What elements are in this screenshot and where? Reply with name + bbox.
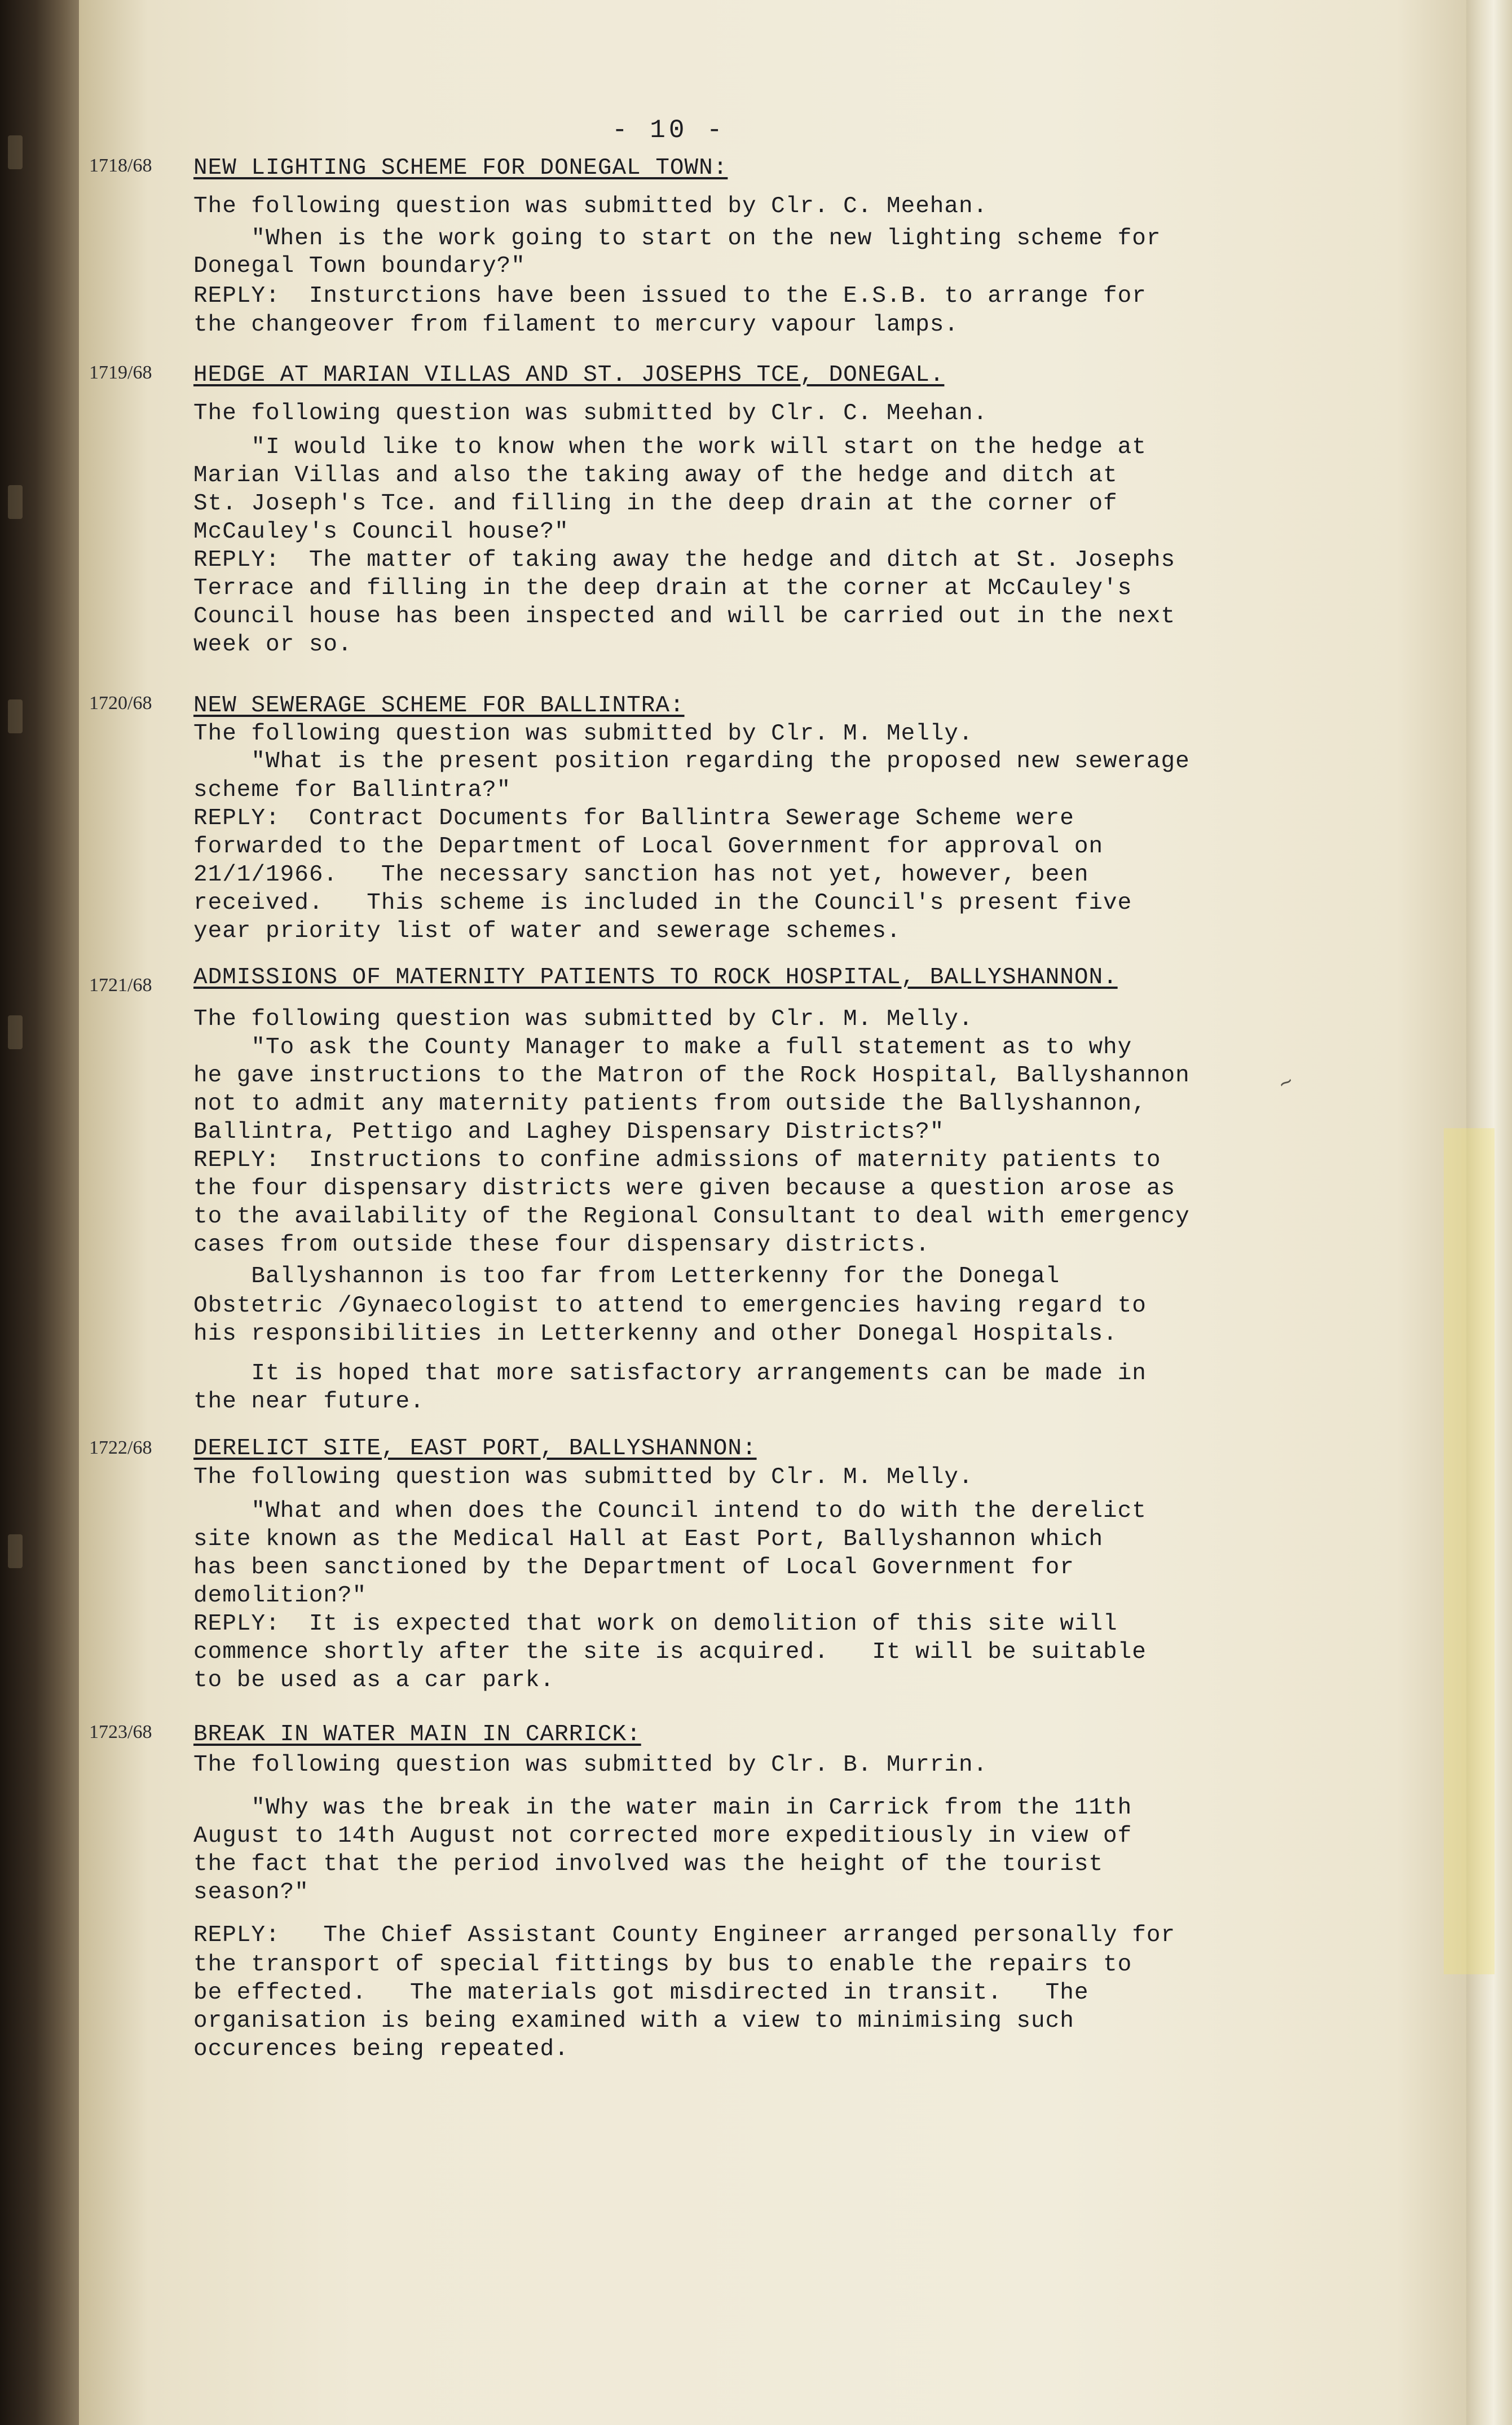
item-number: 1722/68 xyxy=(89,1437,152,1458)
item-heading: BREAK IN WATER MAIN IN CARRICK: xyxy=(193,1722,641,1748)
book-binding xyxy=(0,0,79,2425)
text-line: "What and when does the Council intend to do with the derelict xyxy=(193,1498,1147,1524)
text-line: The following question was submitted by Clr. C. Meehan. xyxy=(193,193,988,219)
item-number: 1721/68 xyxy=(89,975,152,996)
item-number: 1718/68 xyxy=(89,155,152,176)
text-line: not to admit any maternity patients from outside the Ballyshannon, xyxy=(193,1091,1147,1117)
binding-mark xyxy=(8,485,23,519)
text-line: Marian Villas and also the taking away of the hedge and ditch at xyxy=(193,463,1118,488)
text-line: The following question was submitted by Clr. C. Meehan. xyxy=(193,401,988,426)
text-line: the four dispensary districts were given because a question arose as xyxy=(193,1176,1176,1202)
text-line: be effected. The materials got misdirected in transit. The xyxy=(193,1980,1089,2006)
item-heading: DERELICT SITE, EAST PORT, BALLYSHANNON: xyxy=(193,1436,757,1462)
text-line: the transport of special fittings by bus to enable the repairs to xyxy=(193,1952,1132,1978)
text-line: Obstetric /Gynaecologist to attend to emergencies having regard to xyxy=(193,1293,1147,1319)
text-line: McCauley's Council house?" xyxy=(193,519,569,545)
text-line: season?" xyxy=(193,1880,309,1905)
binding-mark xyxy=(8,135,23,169)
text-line: forwarded to the Department of Local Government for approval on xyxy=(193,834,1104,860)
text-line: The following question was submitted by Clr. M. Melly. xyxy=(193,721,973,747)
binding-mark xyxy=(8,1534,23,1568)
text-line: the near future. xyxy=(193,1389,425,1415)
text-line: commence shortly after the site is acquired. It will be suitable xyxy=(193,1639,1147,1665)
page-number: - 10 - xyxy=(612,116,726,145)
text-line: REPLY: Instructions to confine admissions of maternity patients to xyxy=(193,1147,1161,1173)
text-line: The following question was submitted by Clr. M. Melly. xyxy=(193,1006,973,1032)
text-line: Council house has been inspected and will be carried out in the next xyxy=(193,604,1176,630)
text-line: August to 14th August not corrected more expeditiously in view of xyxy=(193,1823,1132,1849)
text-line: The following question was submitted by Clr. B. Murrin. xyxy=(193,1752,988,1778)
text-line: the fact that the period involved was the height of the tourist xyxy=(193,1851,1104,1877)
text-line: he gave instructions to the Matron of the Rock Hospital, Ballyshannon xyxy=(193,1063,1190,1089)
text-line: St. Joseph's Tce. and filling in the deep drain at the corner of xyxy=(193,491,1118,517)
text-line: cases from outside these four dispensary districts. xyxy=(193,1232,930,1258)
text-line: site known as the Medical Hall at East Port, Ballyshannon which xyxy=(193,1526,1104,1552)
text-line: week or so. xyxy=(193,632,352,658)
item-number: 1720/68 xyxy=(89,693,152,714)
text-line: the changeover from filament to mercury vapour lamps. xyxy=(193,312,959,338)
text-line: scheme for Ballintra?" xyxy=(193,777,512,803)
text-line: received. This scheme is included in the Council's present five xyxy=(193,890,1132,916)
text-line: has been sanctioned by the Department of Local Government for xyxy=(193,1555,1074,1581)
text-line: REPLY: It is expected that work on demolition of this site will xyxy=(193,1611,1118,1637)
item-heading: NEW SEWERAGE SCHEME FOR BALLINTRA: xyxy=(193,693,685,719)
text-line: 21/1/1966. The necessary sanction has not yet, however, been xyxy=(193,862,1089,888)
text-line: Ballintra, Pettigo and Laghey Dispensary Districts?" xyxy=(193,1119,945,1145)
text-line: Terrace and filling in the deep drain at the corner at McCauley's xyxy=(193,575,1132,601)
text-line: to be used as a car park. xyxy=(193,1667,555,1693)
text-line: his responsibilities in Letterkenny and other Donegal Hospitals. xyxy=(193,1321,1118,1347)
text-line: occurences being repeated. xyxy=(193,2036,569,2062)
binding-mark xyxy=(8,699,23,733)
text-line: organisation is being examined with a view to minimising such xyxy=(193,2008,1074,2034)
text-line: "Why was the break in the water main in Carrick from the 11th xyxy=(193,1795,1132,1821)
text-line: demolition?" xyxy=(193,1583,367,1609)
text-line: REPLY: Insturctions have been issued to the E.S.B. to arrange for xyxy=(193,283,1147,309)
paper-stain xyxy=(1444,1128,1495,1974)
text-line: "What is the present position regarding the proposed new sewerage xyxy=(193,749,1190,774)
text-line: "When is the work going to start on the new lighting scheme for xyxy=(193,226,1161,252)
item-heading: HEDGE AT MARIAN VILLAS AND ST. JOSEPHS TCE, DONEGAL. xyxy=(193,362,945,388)
text-line: "I would like to know when the work will start on the hedge at xyxy=(193,434,1147,460)
item-number: 1719/68 xyxy=(89,362,152,383)
text-line: Ballyshannon is too far from Letterkenny for the Donegal xyxy=(193,1264,1060,1289)
item-heading: NEW LIGHTING SCHEME FOR DONEGAL TOWN: xyxy=(193,155,728,181)
item-number: 1723/68 xyxy=(89,1722,152,1742)
text-line: year priority list of water and sewerage schemes. xyxy=(193,918,901,944)
text-line: REPLY: Contract Documents for Ballintra Sewerage Scheme were xyxy=(193,806,1074,831)
text-line: REPLY: The Chief Assistant County Engineer arranged personally for xyxy=(193,1922,1176,1948)
pencil-mark-icon: ~ xyxy=(1275,1070,1299,1099)
item-heading: ADMISSIONS OF MATERNITY PATIENTS TO ROCK HOSPITAL, BALLYSHANNON. xyxy=(193,965,1118,991)
text-line: Donegal Town boundary?" xyxy=(193,253,526,279)
binding-mark xyxy=(8,1015,23,1049)
text-line: It is hoped that more satisfactory arrangements can be made in xyxy=(193,1361,1147,1387)
text-line: "To ask the County Manager to make a full statement as to why xyxy=(193,1035,1132,1060)
text-line: REPLY: The matter of taking away the hedge and ditch at St. Josephs xyxy=(193,547,1176,573)
text-line: The following question was submitted by Clr. M. Melly. xyxy=(193,1464,973,1490)
text-line: to the availability of the Regional Consultant to deal with emergency xyxy=(193,1204,1190,1230)
